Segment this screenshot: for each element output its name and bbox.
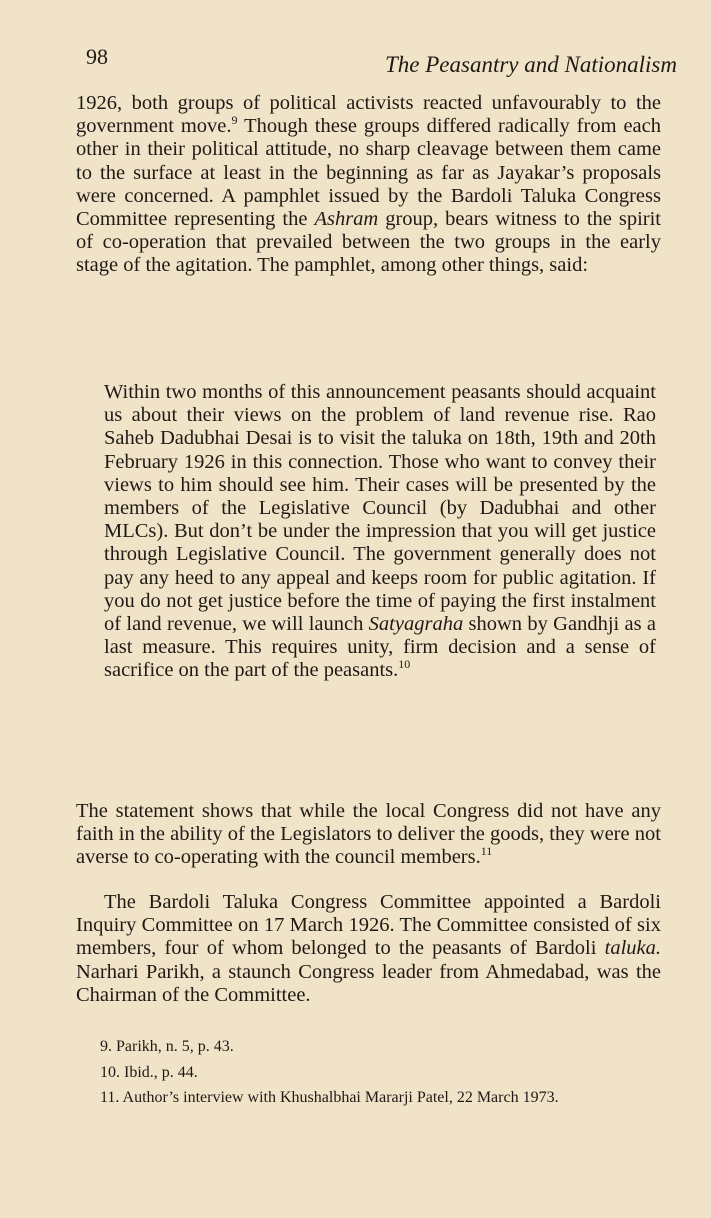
paragraph-3: The Bardoli Taluka Congress Committee appointed a Bardoli Inquiry Committee on 17 March 1926. The Committee consisted of six members, four of whom belonged to the peasants of Bardoli taluka. Narhari Parikh, a staunch Congress leader from Ahmedabad, was the Chairman of the Committee. bbox=[76, 891, 661, 1006]
footnote-10: 10. Ibid., p. 44. bbox=[100, 1064, 198, 1081]
footnote-11: 11. Author’s interview with Khushalbhai Mararji Patel, 22 March 1973. bbox=[100, 1089, 559, 1106]
paragraph-1: 1926, both groups of political activists reacted unfavourably to the government move.$^9$ Though these groups differed radically from each other in their political attitude, no sharp cleavage between them came to the surface at least in the beginning as far as Jayakar’s proposals were concerned. A pamphlet issued by the Bardoli Taluka Congress Committee representing the Ashram group, bears witness to the spirit of co-operation that prevailed between the two groups in the early stage of the agitation. The pamphlet, among other things, said: bbox=[76, 92, 662, 277]
page-number: 98 bbox=[86, 44, 108, 69]
footnote-ref-9: 9 bbox=[231, 113, 238, 128]
footnote-ref-10: 10 bbox=[398, 657, 411, 672]
footnote-ref-11: 11 bbox=[480, 844, 493, 859]
footnote-9: 9. Parikh, n. 5, p. 43. bbox=[100, 1038, 234, 1055]
paragraph-2: The statement shows that while the local Congress did not have any faith in the ability of the Legislators to deliver the goods, they were not averse to co-operating with the council members.$^{11}$ bbox=[76, 800, 661, 869]
footnotes bbox=[76, 1034, 661, 1110]
running-title: The Peasantry and Nationalism bbox=[385, 52, 677, 77]
block-quote: Within two months of this announcement peasants should acquaint us about their views on the problem of land revenue rise. Rao Saheb Dadubhai Desai is to visit the taluka on 18th, 19th and 20th February 1926 in this connection. Those who want to convey their views to him should see him. Their cases will be presented by the members of the Legislative Council (by Dadubhai and other MLCs). But don’t be under the impression that you will get justice through Legislative Council. The government generally does not pay any heed to any appeal and keeps room for public agitation. If you do not get justice before the time of paying the first instalment of land revenue, we will launch Satyagraha shown by Gandhji as a last measure. This requires unity, firm decision and a sense of sacrifice on the part of the peasants.$^{10}$ bbox=[104, 381, 656, 682]
